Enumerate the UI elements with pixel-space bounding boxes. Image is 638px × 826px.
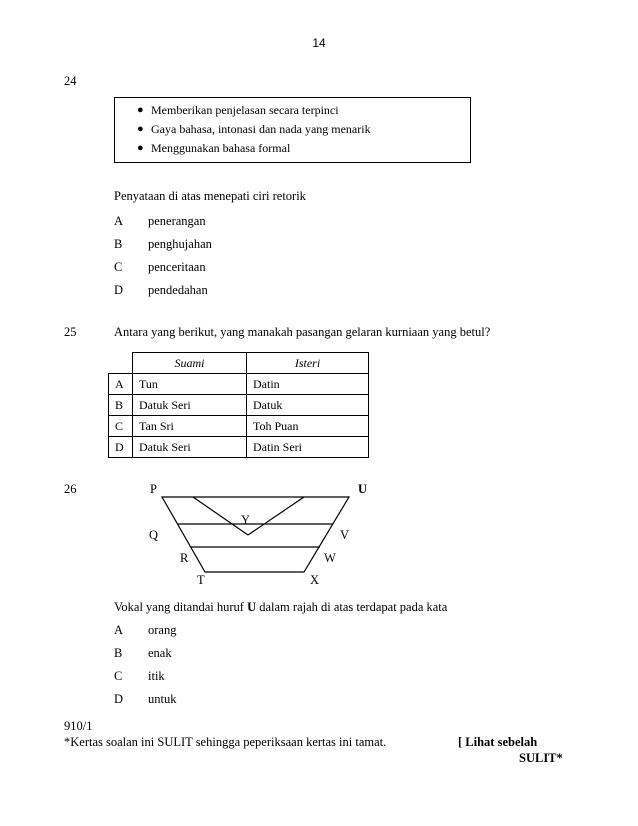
option-letter: C: [114, 260, 123, 274]
option-text: enak: [148, 646, 172, 660]
option-letter: D: [114, 692, 124, 706]
bullet-icon: ●: [137, 104, 144, 116]
paper-code: 910/1: [64, 719, 93, 733]
header-isteri: Isteri: [247, 353, 369, 374]
label-q: Q: [149, 528, 159, 542]
cell-isteri: Datin Seri: [247, 437, 369, 458]
row-letter: A: [109, 374, 133, 395]
statement-bullet: ● Gaya bahasa, intonasi dan nada yang menarik: [137, 122, 371, 136]
option-letter: B: [114, 646, 123, 660]
stem-bold-letter: U: [247, 600, 257, 614]
label-w: W: [324, 551, 336, 565]
option-letter: C: [114, 669, 123, 683]
option-text: penerangan: [148, 214, 206, 228]
row-letter: C: [109, 416, 133, 437]
option-text: itik: [148, 669, 165, 683]
cell-isteri: Datuk: [247, 395, 369, 416]
option-text: untuk: [148, 692, 177, 706]
question-24-number: 24: [64, 74, 77, 88]
option-letter: A: [114, 214, 124, 228]
cell-suami: Tun: [133, 374, 247, 395]
question-26-number: 26: [64, 482, 77, 496]
question-24-stem: Penyataan di atas menepati ciri retorik: [114, 189, 306, 203]
option-letter: B: [114, 237, 123, 251]
label-r: R: [180, 551, 189, 565]
label-t: T: [197, 573, 205, 587]
question-25-number: 25: [64, 325, 77, 339]
cell-suami: Datuk Seri: [133, 437, 247, 458]
cell-suami: Tan Sri: [133, 416, 247, 437]
trapezium-outline: [162, 497, 349, 572]
cell-isteri: Datin: [247, 374, 369, 395]
header-suami: Suami: [133, 353, 247, 374]
next-page-note: [ Lihat sebelah: [458, 735, 538, 749]
cell-isteri: Toh Puan: [247, 416, 369, 437]
row-letter: D: [109, 437, 133, 458]
page-number: 14: [312, 36, 326, 50]
row-letter: B: [109, 395, 133, 416]
statement-bullet: ● Menggunakan bahasa formal: [137, 141, 291, 155]
label-u: U: [358, 482, 368, 496]
statement-bullet: ● Memberikan penjelasan secara terpinci: [137, 103, 339, 117]
option-text: orang: [148, 623, 177, 637]
confidential-note: *Kertas soalan ini SULIT sehingga peperiksaan kertas ini tamat.: [64, 735, 387, 749]
question-26-stem: Vokal yang ditandai huruf U dalam rajah di atas terdapat pada kata: [114, 600, 448, 614]
question-25-stem: Antara yang berikut, yang manakah pasangan gelaran kurniaan yang betul?: [114, 325, 491, 339]
option-text: penceritaan: [148, 260, 206, 274]
label-y: Y: [241, 513, 251, 527]
center-line-right: [248, 497, 304, 535]
bullet-icon: ●: [137, 123, 144, 135]
label-p: P: [150, 482, 157, 496]
option-text: penghujahan: [148, 237, 212, 251]
sulit-marker: SULIT*: [519, 751, 563, 765]
center-line-left: [193, 497, 251, 535]
label-v: V: [340, 528, 350, 542]
option-text: pendedahan: [148, 283, 208, 297]
option-letter: A: [114, 623, 124, 637]
cell-suami: Datuk Seri: [133, 395, 247, 416]
bullet-icon: ●: [137, 142, 144, 154]
option-letter: D: [114, 283, 124, 297]
label-x: X: [310, 573, 320, 587]
